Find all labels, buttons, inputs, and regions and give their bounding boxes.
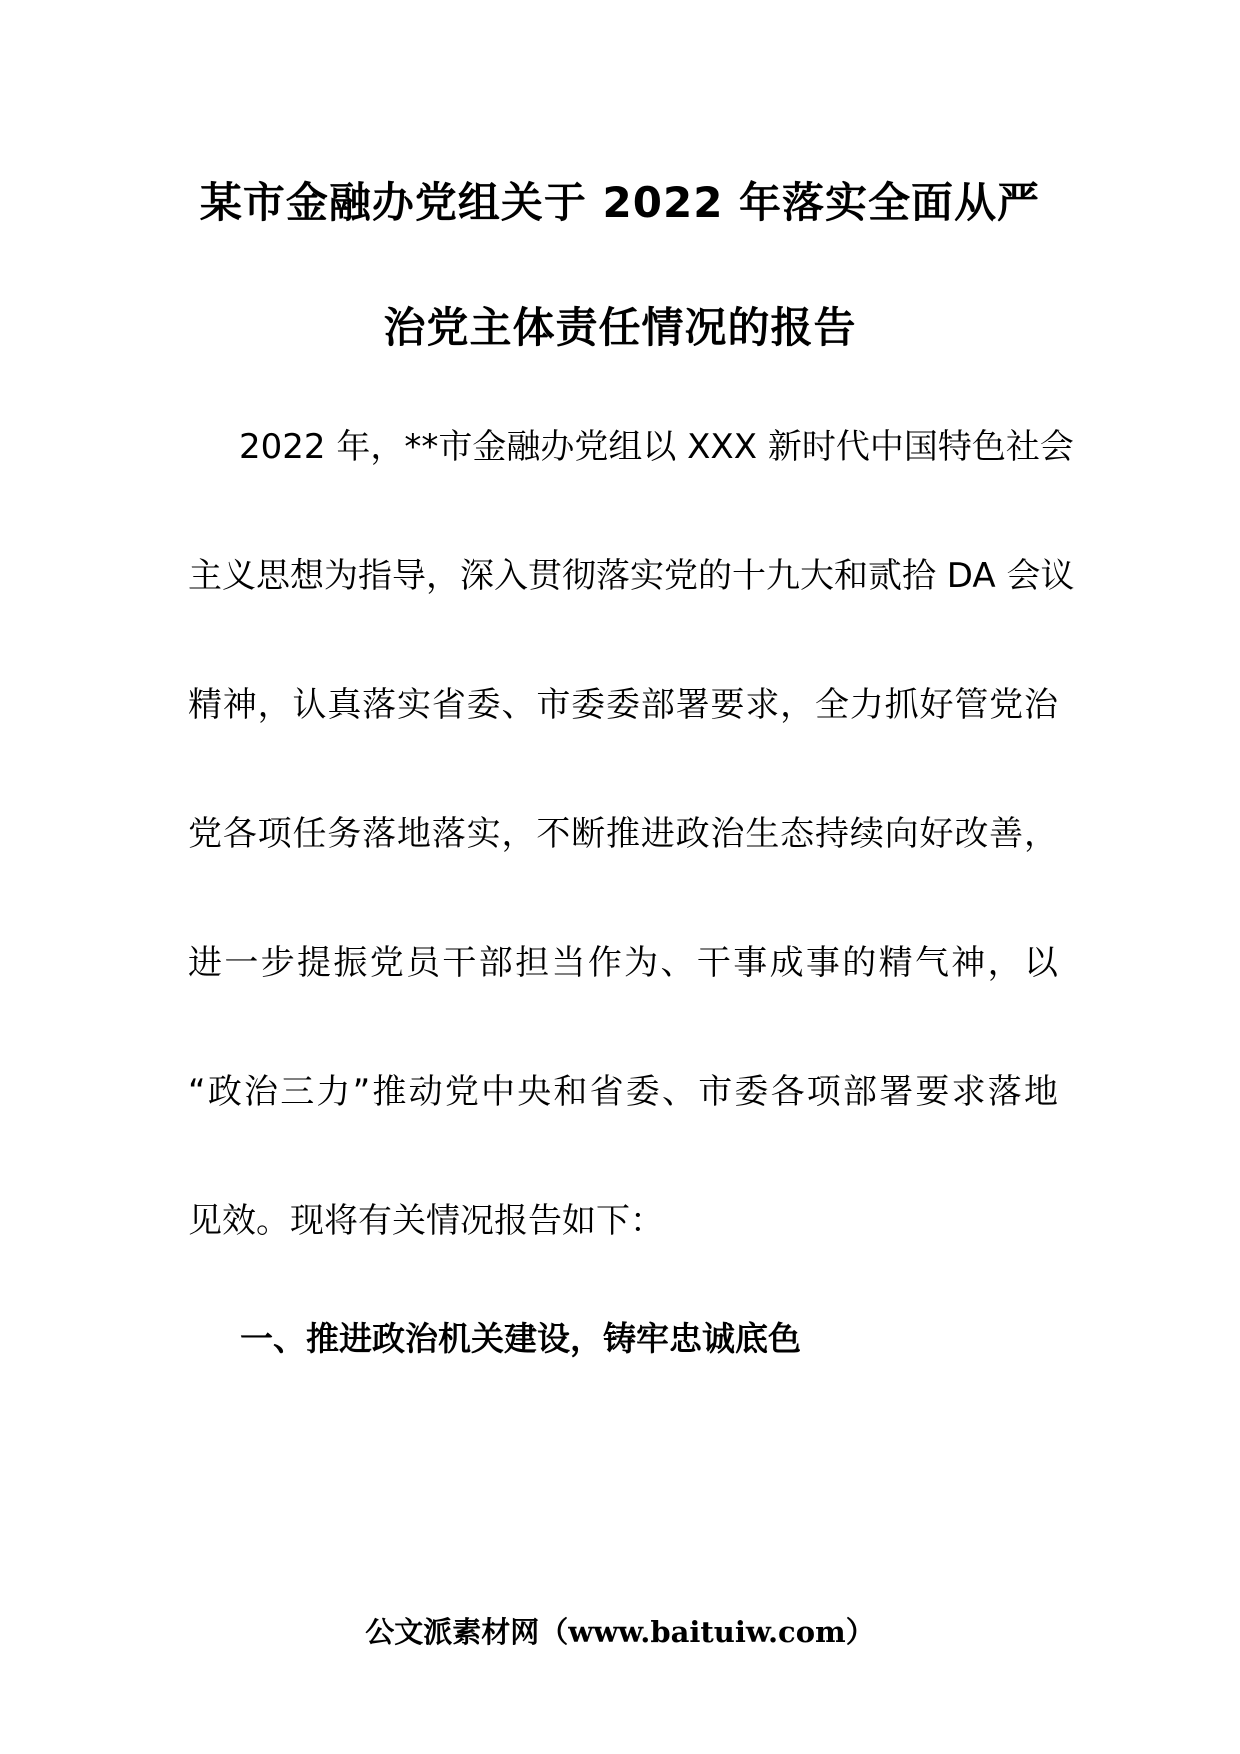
paragraph-line: “政治三力”推动党中央和省委、市委各项部署要求落地 bbox=[188, 1072, 1058, 1112]
paragraph-line: 2022 年，**市金融办党组以 XXX 新时代中国特色社会 bbox=[239, 427, 1074, 467]
paragraph-line: 党各项任务落地落实，不断推进政治生态持续向好改善， bbox=[188, 814, 1058, 854]
footer-watermark: 公文派素材网（www.baituiw.com） bbox=[365, 1615, 875, 1649]
paragraph-line: 主义思想为指导，深入贯彻落实党的十九大和贰拾 DA 会议 bbox=[188, 556, 1075, 596]
document-title-line-2: 治党主体责任情况的报告 bbox=[383, 303, 857, 352]
section-heading: 一、推进政治机关建设，铸牢忠诚底色 bbox=[240, 1319, 801, 1358]
paragraph-line: 精神，认真落实省委、市委委部署要求，全力抓好管党治 bbox=[188, 685, 1058, 725]
paragraph-line: 进一步提振党员干部担当作为、干事成事的精气神，以 bbox=[188, 943, 1058, 983]
document-title-line-1: 某市金融办党组关于 2022 年落实全面从严 bbox=[199, 178, 1041, 227]
paragraph-line: 见效。现将有关情况报告如下： bbox=[188, 1201, 664, 1241]
